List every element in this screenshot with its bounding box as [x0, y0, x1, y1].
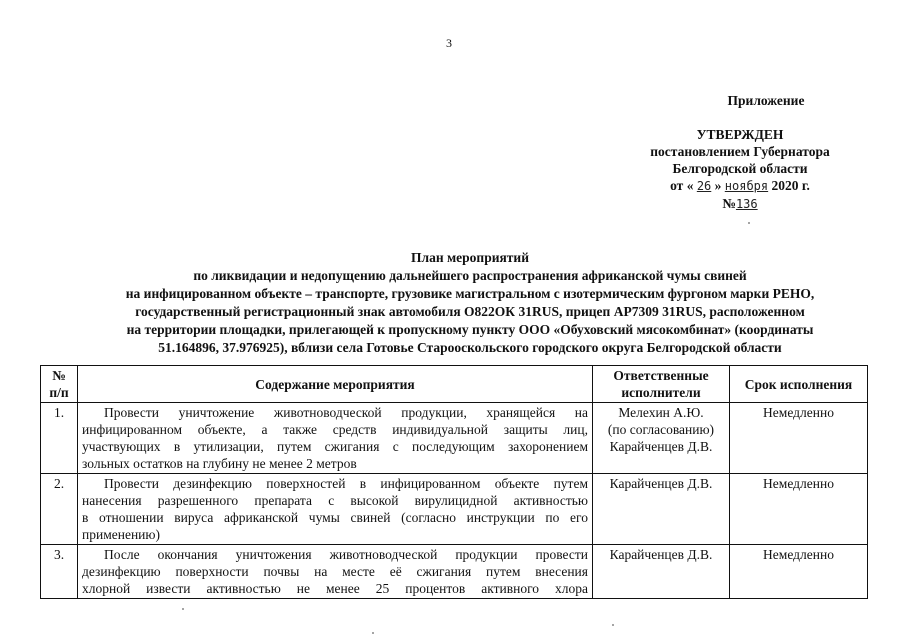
date-mid: »	[714, 178, 722, 193]
number-value: 136	[735, 197, 758, 211]
date-prefix: от «	[670, 178, 694, 193]
resp-line: (по согласованию)	[607, 422, 715, 437]
table-row	[41, 545, 868, 599]
content-line: нанесения разрешенного препарата с высокой вирулицидной активностью	[82, 493, 588, 508]
number-prefix: №	[722, 196, 736, 211]
row-responsible	[593, 403, 730, 474]
date-year: 2020 г.	[771, 178, 810, 193]
content-line: дезинфекцию поверхности почвы на месте её сжигания путем внесения	[82, 564, 588, 579]
appendix-label: Приложение	[727, 93, 805, 108]
header-num	[41, 366, 78, 403]
row-content	[78, 403, 593, 474]
table-row	[41, 474, 868, 545]
date-day: 26	[696, 179, 712, 193]
content-line: инфицированном объекте, а также средств индивидуальной защиты лиц,	[82, 422, 588, 437]
content-line: в отношении вируса африканской чумы свиней (согласно инструкции по его	[82, 510, 588, 525]
approval-line-1: постановлением Губернатора	[650, 144, 830, 159]
row-num: 1.	[41, 403, 78, 474]
date-month: ноября	[724, 179, 769, 193]
title-line: на инфицированном объекте – транспорте, грузовике магистральном с изотермическим фургоном марки РЕНО,	[125, 286, 815, 301]
approval-date	[600, 177, 880, 195]
header-resp-line: исполнители	[621, 385, 701, 400]
document-title	[40, 249, 900, 357]
scan-speck	[372, 632, 374, 634]
approved-label: УТВЕРЖДЕН	[696, 127, 784, 142]
resp-line: Мелехин А.Ю.	[618, 405, 704, 420]
row-content	[78, 545, 593, 599]
header-resp-line: Ответственные	[613, 368, 709, 383]
scan-speck	[748, 222, 750, 224]
approval-number	[600, 195, 880, 213]
scan-speck	[182, 608, 184, 610]
row-responsible	[593, 545, 730, 599]
content-line: Провести уничтожение животноводческой продукции, хранящейся на	[104, 405, 588, 420]
resp-line: Карайченцев Д.В.	[609, 476, 713, 491]
row-term: Немедленно	[730, 545, 868, 599]
title-line: План мероприятий	[411, 250, 529, 265]
header-num-line: №	[52, 368, 66, 383]
plan-table	[40, 365, 868, 599]
title-line: государственный регистрационный знак автомобиля О822ОК 31RUS, прицеп АР7309 31RUS, расположенном	[135, 304, 805, 319]
approval-line-2: Белгородской области	[672, 161, 808, 176]
table-row	[41, 403, 868, 474]
row-num: 3.	[41, 545, 78, 599]
title-line: 51.164896, 37.976925), вблизи села Готовье Старооскольского городского округа Белгородской области	[158, 340, 782, 355]
title-line: по ликвидации и недопущению дальнейшего распространения африканской чумы свиней	[193, 268, 747, 283]
page-number: 3	[446, 36, 452, 50]
content-line: участвующих в утилизации, путем сжигания с последующим захоронением	[82, 439, 588, 454]
header-term: Срок исполнения	[730, 366, 868, 403]
row-responsible	[593, 474, 730, 545]
row-content	[78, 474, 593, 545]
row-num: 2.	[41, 474, 78, 545]
header-num-line: п/п	[49, 385, 69, 400]
content-line: хлорной извести активностью не менее 25 процентов активного хлора	[82, 581, 588, 596]
approval-block	[600, 92, 880, 213]
content-line: применению)	[82, 527, 160, 542]
row-term: Немедленно	[730, 474, 868, 545]
content-line: После окончания уничтожения животноводческой продукции провести	[104, 547, 588, 562]
header-content: Содержание мероприятия	[78, 366, 593, 403]
resp-line: Карайченцев Д.В.	[609, 547, 713, 562]
header-responsible	[593, 366, 730, 403]
table-header-row	[41, 366, 868, 403]
content-line: зольных остатков на глубину не менее 2 метров	[82, 456, 357, 471]
scan-speck	[612, 624, 614, 626]
title-line: на территории площадки, прилегающей к пропускному пункту ООО «Обуховский мясокомбинат» (координаты	[126, 322, 814, 337]
content-line: Провести дезинфекцию поверхностей в инфицированном объекте путем	[104, 476, 588, 491]
row-term: Немедленно	[730, 403, 868, 474]
resp-line: Карайченцев Д.В.	[609, 439, 713, 454]
